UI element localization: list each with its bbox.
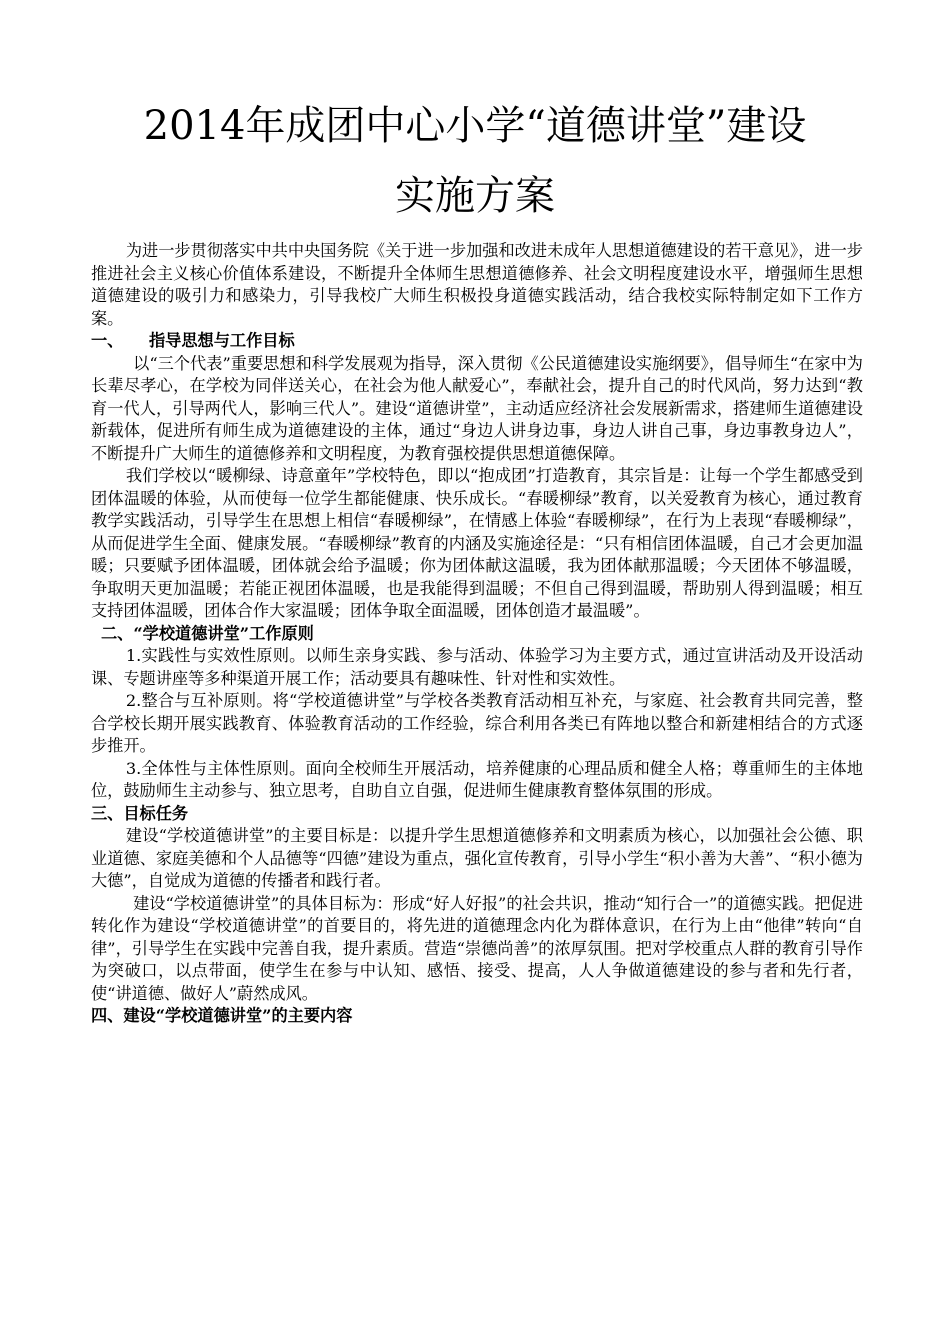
section-2-paragraph-2: 2.整合与互补原则。将“学校道德讲堂”与学校各类教育活动相互补充，与家庭、社会教育共同完善，整合学校长期开展实践教育、体验教育活动的工作经验，综合利用各类已有阵地以整合和新建相结合的方式逐步推开。 (91, 691, 863, 755)
section-2-paragraph-3: 3.全体性与主体性原则。面向全校师生开展活动，培养健康的心理品质和健全人格；尊重师生的主体地位，鼓励师生主动参与、独立思考，自助自立自强，促进师生健康教育整体氛围的形成。 (91, 758, 863, 800)
section-3-paragraph-2: 建设“学校道德讲堂”的具体目标为：形成“好人好报”的社会共识，推动“知行合一”的道德实践。把促进转化作为建设“学校道德讲堂”的首要目的，将先进的道德理念内化为群体意识，在行为上由“他律”转向“自律”，引导学生在实践中完善自我，提升素质。营造“崇德尚善”的浓厚氛围。把对学校重点人群的教育引导作为突破口，以点带面，使学生在参与中认知、感悟、接受、提高，人人争做道德建设的参与者和先行者，使“讲道德、做好人”蔚然成风。 (91, 893, 863, 1003)
section-3-paragraph-1: 建设“学校道德讲堂”的主要目标是：以提升学生思想道德修养和文明素质为核心，以加强社会公德、职业道德、家庭美德和个人品德等“四德”建设为重点，强化宣传教育，引导小学生“积小善为大善”、“积小德为大德”，自觉成为道德的传播者和践行者。 (91, 826, 863, 890)
section-1-paragraph-1: 以“三个代表”重要思想和科学发展观为指导，深入贯彻《公民道德建设实施纲要》，倡导师生“在家中为长辈尽孝心，在学校为同伴送关心，在社会为他人献爱心”，奉献社会，提升自己的时代风尚，努力达到“教育一代人，引导两代人，影响三代人”。建设“道德讲堂”，主动适应经济社会发展新需求，搭建师生道德建设新载体，促进所有师生成为道德建设的主体，通过“身边人讲身边事，身边人讲自己事，身边事教身边人”，不断提升广大师生的道德修养和文明程度，为教育强校提供思想道德保障。 (91, 353, 863, 463)
intro-paragraph: 为进一步贯彻落实中共中央国务院《关于进一步加强和改进未成年人思想道德建设的若干意见》，进一步推进社会主义核心价值体系建设，不断提升全体师生思想道德修养、社会文明程度建设水平，增强师生思想道德建设的吸引力和感染力，引导我校广大师生积极投身道德实践活动，结合我校实际特制定如下工作方案。 (91, 241, 863, 328)
section-1-title: 指导思想与工作目标 (149, 331, 295, 350)
document-body (91, 240, 863, 1028)
section-3-heading: 三、目标任务 (91, 803, 189, 823)
section-2-heading: 二、“学校道德讲堂”工作原则 (101, 623, 314, 643)
section-1-heading (91, 330, 863, 353)
document-title-line2: 实施方案 (395, 173, 555, 219)
section-1-number: 一、 (91, 331, 124, 350)
section-4-heading: 四、建设“学校道德讲堂”的主要内容 (91, 1006, 353, 1025)
section-2-paragraph-1: 1.实践性与实效性原则。以师生亲身实践、参与活动、体验学习为主要方式，通过宣讲活动及开设活动课、专题讲座等多种渠道开展工作；活动要具有趣味性、针对性和实效性。 (91, 646, 863, 688)
document-title-line1: 2014年成团中心小学“道德讲堂”建设 (143, 103, 807, 149)
section-1-paragraph-2: 我们学校以“暖柳绿、诗意童年”学校特色，即以“抱成团”打造教育，其宗旨是：让每一个学生都感受到团体温暖的体验，从而使每一位学生都能健康、快乐成长。“春暖柳绿”教育，以关爱教育为核心，通过教育教学实践活动，引导学生在思想上相信“春暖柳绿”，在情感上体验“春暖柳绿”，在行为上表现“春暖柳绿”，从而促进学生全面、健康发展。“春暖柳绿”教育的内涵及实施途径是：“只有相信团体温暖，自己才会更加温暖；只要赋予团体温暖，团体就会给予温暖；你为团体献这温暖，我为团体献那温暖；今天团体不够温暖，争取明天更加温暖；若能正视团体温暖，也是我能得到温暖；不但自己得到温暖，帮助别人得到温暖；相互支持团体温暖，团体合作大家温暖；团体争取全面温暖，团体创造才最温暖”。 (91, 466, 863, 620)
